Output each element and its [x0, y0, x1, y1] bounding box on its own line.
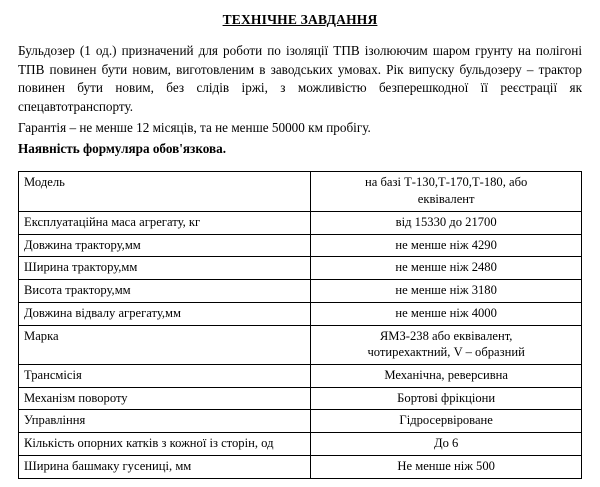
row-value: До 6	[311, 433, 582, 456]
row-value: Механічна, реверсивна	[311, 365, 582, 388]
row-value-line1: ЯМЗ-238 або еквівалент,	[379, 328, 513, 343]
row-value: Гідросервіроване	[311, 410, 582, 433]
formular-note: Наявність формуляра обов'язкова.	[18, 140, 227, 156]
table-row	[19, 433, 582, 456]
row-value-line2: еквівалент	[417, 192, 475, 207]
row-value	[311, 172, 582, 211]
row-label: Ширина башмаку гусениці, мм	[19, 455, 311, 478]
row-label: Довжина відвалу агрегату,мм	[19, 302, 311, 325]
page-title: ТЕХНІЧНЕ ЗАВДАННЯ	[222, 12, 378, 27]
warranty-paragraph: Гарантія – не менше 12 місяців, та не менше 50000 км пробігу.	[18, 119, 371, 135]
table-row	[19, 211, 582, 234]
table-row	[19, 455, 582, 478]
table-row	[19, 302, 582, 325]
table-row	[19, 325, 582, 364]
table-row	[19, 365, 582, 388]
row-label: Механізм повороту	[19, 387, 311, 410]
row-label: Кількість опорних катків з кожної із сторін, од	[19, 433, 311, 456]
row-value: не менше ніж 2480	[311, 257, 582, 280]
row-label: Марка	[19, 325, 311, 364]
table-row	[19, 172, 582, 211]
row-label: Висота трактору,мм	[19, 280, 311, 303]
row-value-line1: на базі Т-130,Т-170,Т-180, або	[365, 175, 528, 190]
table-row	[19, 387, 582, 410]
row-value: не менше ніж 4290	[311, 234, 582, 257]
row-value: не менше ніж 3180	[311, 280, 582, 303]
table-row	[19, 234, 582, 257]
row-label: Трансмісія	[19, 365, 311, 388]
row-label: Ширина трактору,мм	[19, 257, 311, 280]
row-label: Довжина трактору,мм	[19, 234, 311, 257]
row-value: Не менше ніж 500	[311, 455, 582, 478]
row-value: від 15330 до 21700	[311, 211, 582, 234]
table-row	[19, 410, 582, 433]
row-value: не менше ніж 4000	[311, 302, 582, 325]
row-label: Управління	[19, 410, 311, 433]
row-value	[311, 325, 582, 364]
row-value-line2: чотирехактний, V – образний	[367, 345, 525, 360]
specification-table	[18, 171, 582, 478]
intro-paragraph: Бульдозер (1 од.) призначений для роботи по ізоляції ТПВ ізолюючим шаром грунту на полігоні ТПВ повинен бути новим, виготовленим в заводських умовах. Рік випуску бульдозеру – трактор повинен бути новим, без слідів іржі, з можливістю безперешкодної її реєстрації як спецавтотранспорту.	[18, 43, 582, 115]
table-row	[19, 257, 582, 280]
row-value: Бортові фрікціони	[311, 387, 582, 410]
table-row	[19, 280, 582, 303]
row-label: Модель	[19, 172, 311, 211]
row-label: Експлуатаційна маса агрегату, кг	[19, 211, 311, 234]
